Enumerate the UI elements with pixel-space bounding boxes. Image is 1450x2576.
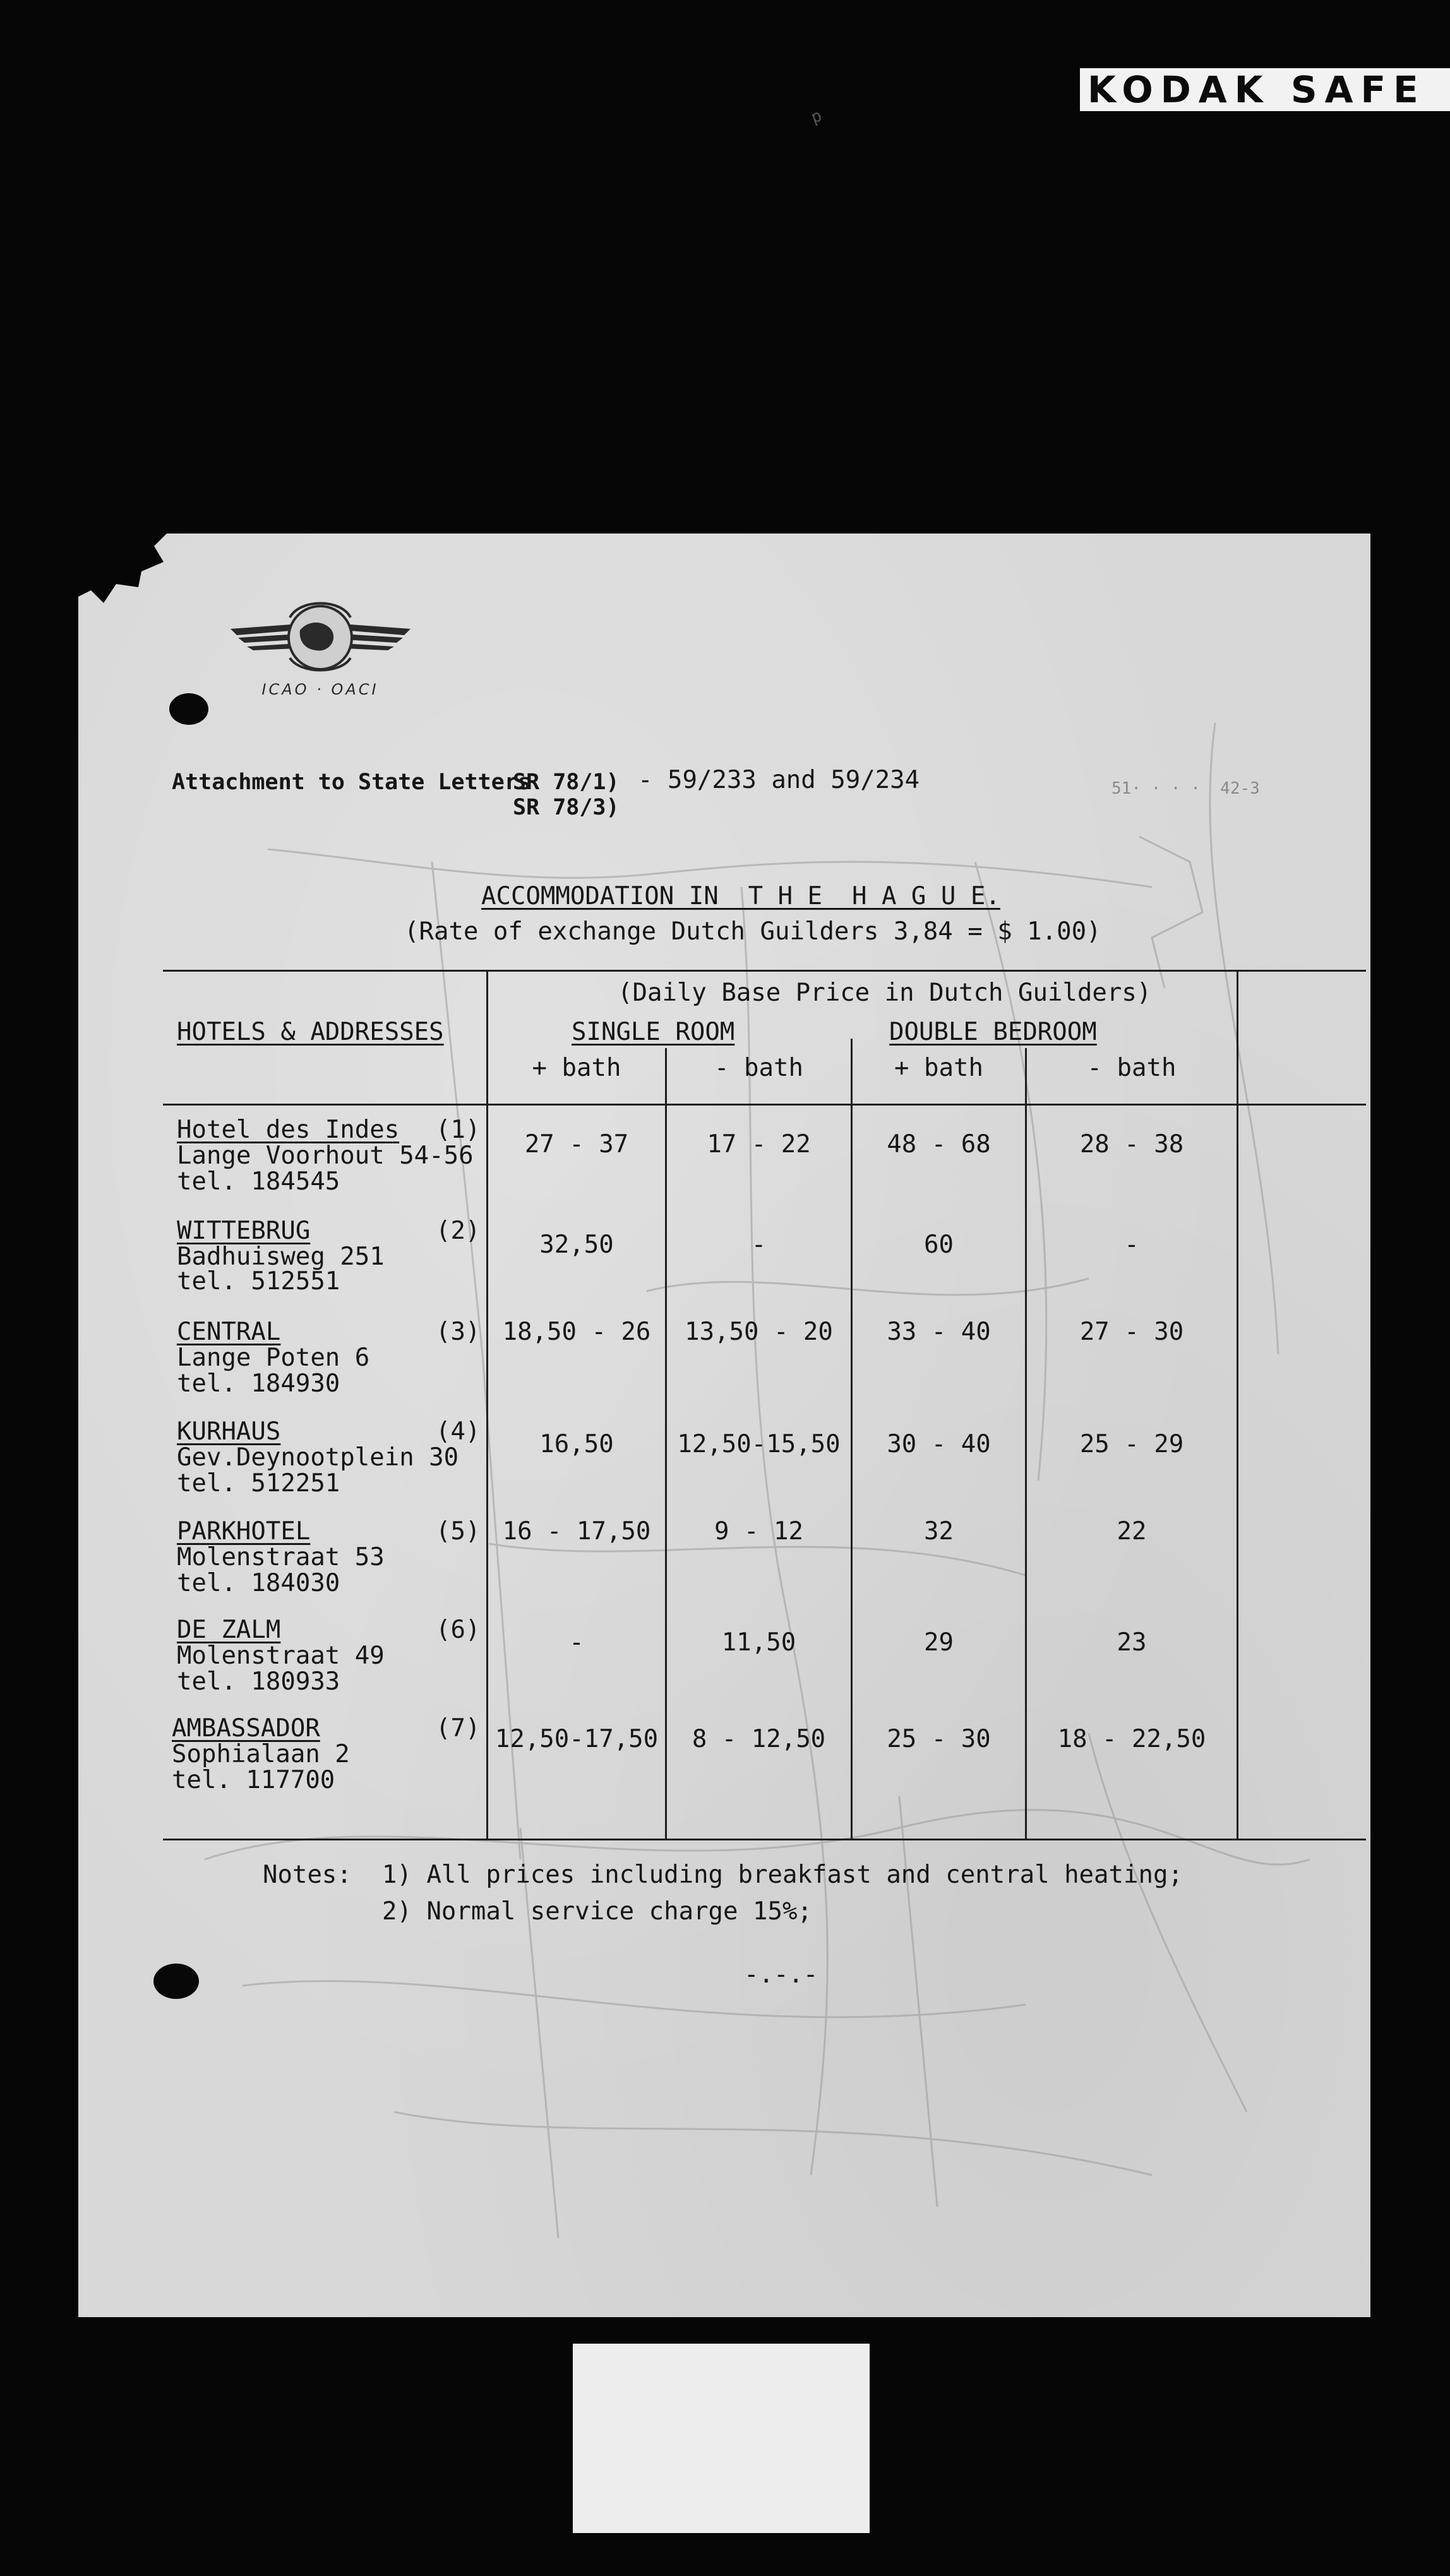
- price-single-plus-bath: 12,50-17,50: [494, 1725, 659, 1753]
- price-single-plus-bath: 32,50: [539, 1231, 614, 1259]
- blank-target-card: [573, 2344, 870, 2533]
- hotel-telephone: tel. 184030: [177, 1569, 340, 1597]
- hotel-name: Hotel des Indes: [177, 1116, 400, 1144]
- hotel-address: Sophialaan 2: [172, 1740, 350, 1768]
- hotel-number: (6): [436, 1616, 481, 1644]
- film-edge-label: KODAK SAFE: [1080, 68, 1450, 111]
- price-double-minus-bath: 22: [1117, 1517, 1147, 1546]
- price-single-plus-bath: 16 - 17,50: [502, 1517, 651, 1546]
- price-double-plus-bath: 30 - 40: [887, 1430, 991, 1458]
- price-double-minus-bath: 23: [1117, 1628, 1147, 1657]
- price-double-minus-bath: 18 - 22,50: [1057, 1725, 1206, 1753]
- price-double-plus-bath: 25 - 30: [887, 1725, 991, 1753]
- hotel-name: AMBASSADOR: [172, 1714, 320, 1743]
- film-mark: p: [808, 106, 825, 128]
- table-rule-bottom: [163, 1839, 1366, 1840]
- header-price: (Daily Base Price in Dutch Guilders): [618, 979, 1152, 1007]
- price-double-minus-bath: 28 - 38: [1079, 1130, 1184, 1159]
- hotel-telephone: tel. 180933: [177, 1667, 340, 1696]
- price-single-plus-bath: 16,50: [539, 1430, 614, 1458]
- subheader-double-plus-bath: + bath: [894, 1054, 983, 1082]
- attachment-ref2: SR 78/3): [513, 795, 620, 820]
- column-divider-1: [486, 970, 488, 1839]
- hotel-address: Molenstraat 53: [177, 1543, 385, 1571]
- hotel-name: CENTRAL: [177, 1318, 281, 1346]
- end-mark: -.-.-: [744, 1960, 818, 1989]
- hotel-number: (7): [436, 1714, 481, 1743]
- hotel-number: (4): [436, 1417, 481, 1446]
- punch-hole-top: [169, 693, 208, 725]
- hotel-name: KURHAUS: [177, 1417, 281, 1446]
- column-divider-5: [1237, 970, 1238, 1839]
- subheader-double-minus-bath: - bath: [1087, 1054, 1177, 1082]
- hotel-address: Badhuisweg 251: [177, 1243, 385, 1271]
- price-double-plus-bath: 32: [924, 1517, 954, 1546]
- notes-label: Notes:: [263, 1861, 352, 1889]
- price-single-plus-bath: 27 - 37: [524, 1130, 629, 1159]
- price-single-minus-bath: 11,50: [721, 1628, 796, 1657]
- hotel-name: PARKHOTEL: [177, 1517, 311, 1546]
- hotel-number: (5): [436, 1517, 481, 1546]
- price-double-plus-bath: 60: [924, 1231, 954, 1259]
- attachment-prefix: Attachment to State Letters: [172, 770, 531, 795]
- hotel-telephone: tel. 117700: [172, 1766, 335, 1794]
- table-rule-header: [163, 1104, 1366, 1106]
- attachment-numbers: - 59/233 and 59/234: [638, 766, 920, 794]
- hotel-telephone: tel. 512251: [177, 1469, 340, 1498]
- hotel-name: WITTEBRUG: [177, 1217, 311, 1245]
- emblem-text: ICAO · OACI: [261, 681, 379, 698]
- hotel-telephone: tel. 512551: [177, 1267, 340, 1296]
- price-single-minus-bath: 12,50-15,50: [677, 1430, 841, 1458]
- hotel-address: Lange Poten 6: [177, 1344, 370, 1372]
- header-single-room: SINGLE ROOM: [572, 1018, 735, 1046]
- price-double-minus-bath: 25 - 29: [1079, 1430, 1184, 1458]
- hotel-telephone: tel. 184930: [177, 1369, 340, 1398]
- header-hotels: HOTELS & ADDRESSES: [177, 1018, 444, 1046]
- attachment-ref1: SR 78/1): [513, 770, 620, 795]
- price-double-plus-bath: 29: [924, 1628, 954, 1657]
- hotel-address: Lange Voorhout 54-56: [177, 1142, 474, 1170]
- price-single-minus-bath: 17 - 22: [707, 1130, 811, 1159]
- hotel-address: Gev.Deynootplein 30: [177, 1443, 459, 1472]
- table-rule-top: [163, 970, 1366, 972]
- icao-emblem: [224, 580, 417, 700]
- hotel-number: (3): [436, 1318, 481, 1346]
- note-1: 1) All prices including breakfast and central heating;: [382, 1861, 1183, 1889]
- punch-hole-bottom: [153, 1964, 199, 1999]
- subheader-single-plus-bath: + bath: [532, 1054, 621, 1082]
- subheader-single-minus-bath: - bath: [714, 1054, 803, 1082]
- price-single-plus-bath: 18,50 - 26: [502, 1318, 651, 1346]
- hotel-number: (2): [436, 1217, 481, 1245]
- price-single-minus-bath: -: [751, 1231, 767, 1259]
- price-single-minus-bath: 9 - 12: [714, 1517, 803, 1546]
- price-double-plus-bath: 48 - 68: [887, 1130, 991, 1159]
- hotel-number: (1): [436, 1116, 481, 1144]
- price-single-minus-bath: 8 - 12,50: [692, 1725, 826, 1753]
- price-single-minus-bath: 13,50 - 20: [685, 1318, 833, 1346]
- price-double-minus-bath: 27 - 30: [1079, 1318, 1184, 1346]
- torn-corner: [78, 534, 167, 609]
- price-double-plus-bath: 33 - 40: [887, 1318, 991, 1346]
- price-single-plus-bath: -: [569, 1628, 584, 1657]
- hotel-name: DE ZALM: [177, 1616, 281, 1644]
- exchange-rate: (Rate of exchange Dutch Guilders 3,84 = $ 1.00): [404, 917, 1101, 946]
- page-title: ACCOMMODATION IN T H E H A G U E.: [481, 882, 1000, 910]
- price-double-minus-bath: -: [1124, 1231, 1139, 1259]
- hotel-address: Molenstraat 49: [177, 1642, 385, 1670]
- note-2: 2) Normal service charge 15%;: [382, 1897, 812, 1926]
- hotel-telephone: tel. 184545: [177, 1167, 340, 1196]
- faint-stamp: 51· · · · 42-3: [1111, 779, 1260, 798]
- header-double-bedroom: DOUBLE BEDROOM: [889, 1018, 1097, 1046]
